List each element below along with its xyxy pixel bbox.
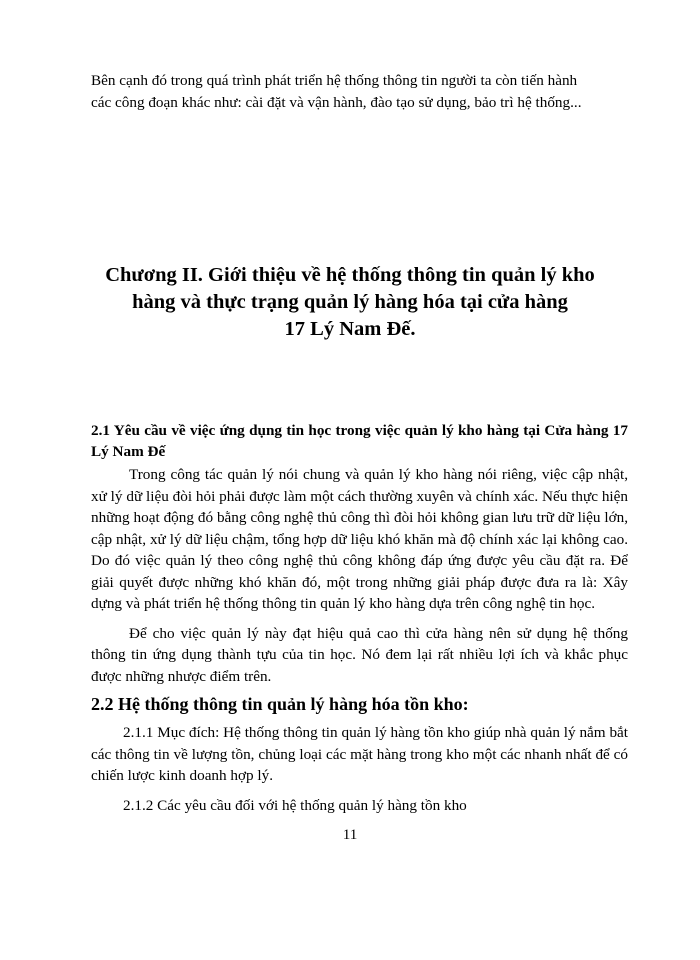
section-2-2-paragraph-1: 2.1.1 Mục đích: Hệ thống thông tin quản lý hàng tồn kho giúp nhà quản lý nắm bắt các thông tin về lượng tồn, chủng loại các mặt hàng trong kho một các nhanh nhất để có chiến lược kinh doanh hợp lý. — [91, 724, 628, 784]
chapter-title — [60, 262, 640, 343]
chapter-title-line-3: 17 Lý Nam Đế. — [284, 318, 416, 340]
section-2-2-paragraph-2: 2.1.2 Các yêu cầu đối với hệ thống quản lý hàng tồn kho — [123, 796, 467, 814]
section-2-1-paragraph-1: Trong công tác quản lý nói chung và quản lý kho hàng nói riêng, việc cập nhật, xử lý dữ liệu đòi hỏi phải được làm một cách thường xuyên và chính xác. Nếu thực hiện những hoạt động đó bằng công nghệ thủ công thì đòi hỏi không gian lưu trữ dữ liệu lớn, cập nhật, xử lý dữ liệu chậm, tổng hợp dữ liệu khó khăn mà độ chính xác lại không cao. Do đó việc quản lý theo công nghệ thủ công không đáp ứng được yêu cầu đặt ra. Để giải quyết được những khó khăn đó, một trong những giải pháp được đưa ra là: Xây dựng và phát triển hệ thống thông tin quản lý kho hàng dựa trên công nghệ tin học. — [91, 466, 628, 612]
intro-line-1: Bên cạnh đó trong quá trình phát triển hệ thống thông tin người ta còn tiến hành — [91, 72, 578, 89]
section-2-2-heading: 2.2 Hệ thống thông tin quản lý hàng hóa tồn kho: — [91, 694, 469, 714]
page-number: 11 — [342, 826, 358, 843]
intro-line-2: các công đoạn khác như: cài đặt và vận hành, đào tạo sử dụng, bảo trì hệ thống... — [91, 93, 582, 111]
section-2-1 — [91, 420, 628, 687]
chapter-title-line-2: hàng và thực trạng quản lý hàng hóa tại cửa hàng — [132, 291, 568, 313]
intro-paragraph — [91, 70, 628, 113]
chapter-title-line-1: Chương II. Giới thiệu về hệ thống thông tin quản lý kho — [105, 264, 595, 286]
section-2-1-paragraph-2: Để cho việc quản lý này đạt hiệu quả cao thì cửa hàng nên sử dụng hệ thống thông tin ứng dụng thành tựu của tin học. Nó đem lại rất nhiều lợi ích và khắc phục được những nhược điểm trên. — [91, 624, 628, 685]
section-2-1-heading: 2.1 Yêu cầu về việc ứng dụng tin học trong việc quản lý kho hàng tại Cửa hàng 17 Lý Nam Đế — [91, 422, 628, 460]
section-2-2 — [91, 693, 628, 816]
